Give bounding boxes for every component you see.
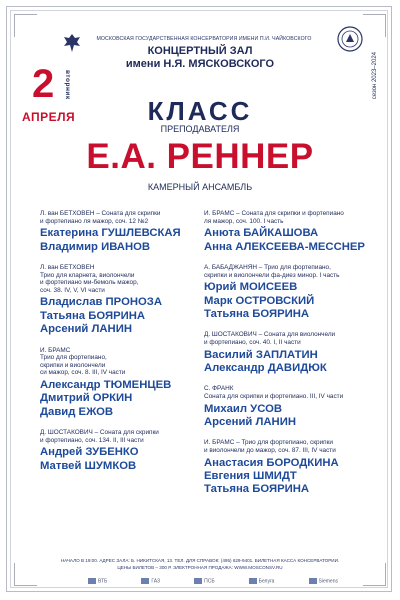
performer: Михаил УСОВ	[204, 402, 283, 415]
program-item	[204, 210, 380, 254]
performer: Юрий МОИСЕЕВ	[204, 281, 298, 294]
work-description: Д. ШОСТАКОВИЧ – Соната для скрипки и фортепиано, соч. 134. II, III части	[40, 429, 159, 444]
work-description: И. БРАМС – Соната для скрипки и фортепиано ля мажор, соч. 100. I часть	[204, 210, 344, 225]
performer: Матвей ШУМКОВ	[40, 459, 137, 472]
program-right-column	[204, 210, 380, 507]
program-item	[40, 264, 216, 337]
eagle-emblem-icon	[62, 32, 82, 54]
work-description: Д. ШОСТАКОВИЧ – Соната для виолончели и фортепиано, соч. 40. I, II части	[204, 331, 336, 346]
performer: Екатерина ГУШЛЕВСКАЯ	[40, 227, 181, 240]
sponsor-logo: ГАЗ	[141, 578, 160, 584]
performer: Владислав ПРОНОЗА	[40, 296, 163, 309]
season-label: сезон 2023–2024	[372, 52, 378, 100]
sponsor-logo: ПСБ	[194, 578, 215, 584]
program-item	[40, 210, 216, 254]
work-description: И. БРАМС – Трио для фортепиано, скрипки и виолончели до мажор, соч. 87. III, IV части	[204, 439, 336, 454]
hall-name: КОНЦЕРТНЫЙ ЗАЛ	[147, 45, 253, 57]
corner-ornament	[363, 14, 386, 37]
program-item	[204, 385, 380, 429]
work-description: Л. ван БЕТХОВЕН – Соната для скрипки и фортепиано ля мажор, соч. 12 №2	[40, 210, 161, 225]
performer: Марк ОСТРОВСКИЙ	[204, 294, 315, 307]
performer: Евгения ШМИДТ	[204, 470, 297, 482]
teacher-caption: ПРЕПОДАВАТЕЛЯ	[160, 124, 240, 134]
sponsor-mark-icon	[194, 578, 202, 584]
performer: Анюта БАЙКАШОВА	[204, 227, 319, 240]
sponsor-logo: Белуга	[249, 578, 275, 584]
corner-ornament	[14, 14, 37, 37]
performer: Владимир ИВАНОВ	[40, 240, 151, 253]
concert-month: АПРЕЛЯ	[22, 110, 76, 124]
hall-subname: имени Н.Я. МЯСКОВСКОГО	[125, 58, 275, 70]
performer: Анастасия БОРОДКИНА	[204, 456, 339, 469]
sponsor-strip	[88, 575, 338, 587]
performer: Александр ТЮМЕНЦЕВ	[40, 378, 172, 391]
program-item	[204, 439, 380, 496]
ensemble-caption: КАМЕРНЫЙ АНСАМБЛЬ	[147, 182, 253, 192]
performer: Арсений ЛАНИН	[40, 323, 132, 336]
program-item	[204, 331, 380, 375]
performer: Анна АЛЕКСЕЕВА-МЕССНЕР	[204, 240, 365, 253]
sponsor-mark-icon	[309, 578, 317, 584]
performer: Дмитрий ОРКИН	[40, 392, 133, 405]
performer: Александр ДАВИДЮК	[204, 362, 327, 374]
performer: Татьяна БОЯРИНА	[204, 483, 310, 496]
performer: Василий ЗАПЛАТИН	[204, 348, 318, 361]
conservatory-name: МОСКОВСКАЯ ГОСУДАРСТВЕННАЯ КОНСЕРВАТОРИЯ ИМЕНИ П.И. ЧАЙКОВСКОГО	[96, 36, 312, 42]
performer: Татьяна БОЯРИНА	[204, 308, 310, 320]
work-description: И. БРАМС Трио для фортепиано, скрипки и виолончели си мажор, соч. 8. III, IV части	[40, 346, 126, 377]
footer-info: НАЧАЛО В 19:00. АДРЕС ЗАЛА: Б. НИКИТСКАЯ, 13. ТЕЛ. ДЛЯ СПРАВОК: (495) 629-9401. БИЛЕТНАЯ КАССА КОНСЕРВАТОРИИ.	[60, 558, 340, 563]
program-item	[40, 347, 216, 420]
sponsor-logo: ВТБ	[88, 578, 107, 584]
concert-weekday: вторник	[64, 70, 71, 100]
sponsor-mark-icon	[141, 578, 149, 584]
performer: Арсений ЛАНИН	[204, 416, 296, 428]
sponsor-logo: Siemens	[309, 578, 338, 584]
concert-day: 2	[32, 62, 55, 106]
class-heading: КЛАСС	[147, 96, 253, 126]
work-description: С. ФРАНК Соната для скрипки и фортепиано. III, IV части	[204, 385, 344, 400]
sponsor-mark-icon	[88, 578, 96, 584]
performer: Андрей ЗУБЕНКО	[40, 446, 139, 459]
work-description: Л. ван БЕТХОВЕН Трио для кларнета, виолончели и фортепиано ми-бемоль мажор, соч. 38. IV, V, VI части	[40, 264, 139, 294]
performer: Давид ЕЖОВ	[40, 405, 114, 418]
work-description: А. БАБАДЖАНЯН – Трио для фортепиано, скрипки и виолончели фа-диез минор. I часть	[204, 264, 340, 279]
sponsor-mark-icon	[249, 578, 257, 584]
conservatory-seal-icon	[337, 26, 363, 52]
teacher-name: Е.А. РЕННЕР	[86, 137, 314, 176]
footer-tickets: ЦЕНЫ БИЛЕТОВ – 300 Р. ЭЛЕКТРОННАЯ ПРОДАЖА: WWW.MOSCONSV.RU	[117, 565, 283, 570]
program-left-column	[40, 210, 216, 483]
program-item	[40, 429, 216, 473]
program-item	[204, 264, 380, 321]
performer: Татьяна БОЯРИНА	[40, 309, 146, 322]
